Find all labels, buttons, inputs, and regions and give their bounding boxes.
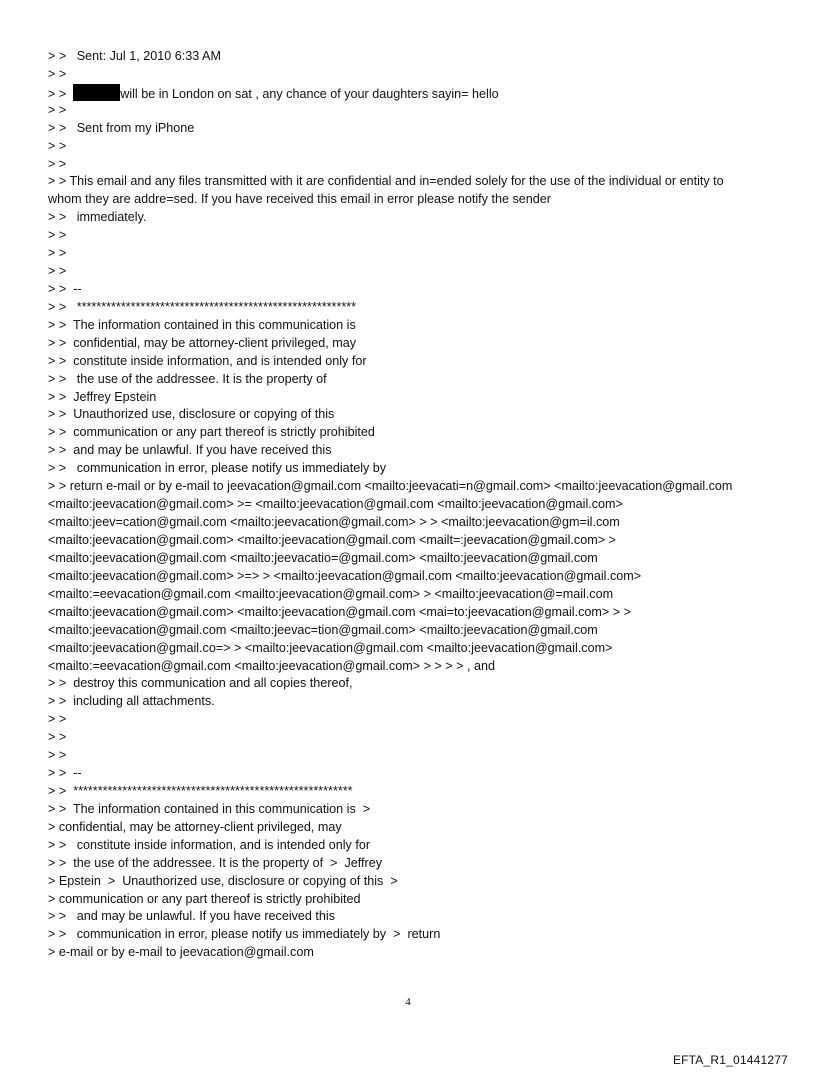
notice-line: > confidential, may be attorney-client privileged, may — [48, 819, 342, 834]
quote-marker-line: > > — [48, 102, 67, 117]
mailto-block: > > return e-mail or by e-mail to jeevacation@gmail.com <mailto:jeevacati=n@gmail.com> <mailto:jeevacation@gmail.com <mailto:jeevacation@gmail.com> >= <mailto:jeevacation@gmail.com <mailto:jeevacation@gmail.com> <mailto:jeev=cation@gmail.com <mailto:jeevacation@gmail.com> > > <mailto:jeevacation@gm=il.com <mailto:jeevacation@gmail.com> <mailto:jeevacation@gmail.com <mailt=:jeevacation@gmail.com> > <mailto:jeevacation@gmail.com <mailto:jeevacatio=@gmail.com> <mailto:jeevacation@gmail.com <mailto:jeevacation@gmail.com> >=> > <mailto:jeevacation@gmail.com <mailto:jeevacation@gmail.com> <mailto:=eevacation@gmail.com <mailto:jeevacation@gmail.com> > <mailto:jeevacation@=mail.com <mailto:jeevacation@gmail.com> <mailto:jeevacation@gmail.com <mai=to:jeevacation@gmail.com> > > <mailto:jeevacation@gmail.com <mailto:jeevac=tion@gmail.com> <mailto:jeevacation@gmail.com <mailto:jeevacation@gmail.co=> > <mailto:jeevacation@gmail.com <mailto:jeevacation@gmail.com> <mailto:=eevacation@gmail.com <mailto:jeevacation@gmail.com> > > > > , and — [48, 479, 733, 673]
confidentiality-notice-1-tail — [48, 675, 760, 711]
quote-marker-line: > > — [48, 228, 67, 243]
notice-line: > > communication in error, please notify us immediately by > return — [48, 927, 441, 942]
message-prefix: > > — [48, 86, 74, 101]
signature-dash-line: > > -- — [48, 282, 82, 297]
page-number: 4 — [405, 996, 411, 1008]
email-document — [48, 48, 760, 962]
quote-marker-line: > > — [48, 730, 67, 745]
notice-line: > > The information contained in this communication is > — [48, 801, 371, 816]
notice-line: > > including all attachments. — [48, 694, 215, 709]
quote-marker-line: > > — [48, 246, 67, 261]
document-id: EFTA_R1_01441277 — [672, 1053, 788, 1067]
quote-marker-line: > > — [48, 156, 67, 171]
disclaimer-paragraph: > > This email and any files transmitted with it are confidential and in=ended solely for the use of the individual or entity to whom they are addre=sed. If you have received this email in error please notify the sender — [48, 174, 724, 207]
redaction-box — [73, 84, 120, 101]
confidentiality-notice-2 — [48, 801, 760, 962]
quote-marker-line: > > — [48, 712, 67, 727]
quote-marker-line: > > — [48, 138, 67, 153]
notice-line: > > and may be unlawful. If you have received this — [48, 443, 332, 458]
notice-line: > > Jeffrey Epstein — [48, 389, 157, 404]
signature-dash-line: > > -- — [48, 766, 82, 781]
notice-line: > > the use of the addressee. It is the property of — [48, 371, 327, 386]
sent-line: > > Sent: Jul 1, 2010 6:33 AM — [48, 49, 221, 63]
message-text: will be in London on sat , any chance of your daughters sayin= hello — [120, 86, 499, 101]
notice-line: > e-mail or by e-mail to jeevacation@gmail.com — [48, 945, 314, 960]
stars-separator: > > ********************************************************* — [48, 784, 353, 798]
notice-line: > > Unauthorized use, disclosure or copying of this — [48, 407, 335, 422]
message-line — [48, 84, 760, 102]
notice-line: > > constitute inside information, and is intended only for — [48, 353, 367, 368]
notice-line: > communication or any part thereof is strictly prohibited — [48, 891, 361, 906]
quote-marker-line: > > — [48, 66, 67, 81]
disclaimer-end-line: > > immediately. — [48, 210, 147, 225]
notice-line: > Epstein > Unauthorized use, disclosure or copying of this > — [48, 873, 398, 888]
quote-marker-line: > > — [48, 748, 67, 763]
notice-line: > > communication in error, please notify us immediately by — [48, 461, 387, 476]
notice-line: > > constitute inside information, and is intended only for — [48, 837, 371, 852]
stars-separator: > > ********************************************************* — [48, 299, 357, 314]
notice-line: > > confidential, may be attorney-client privileged, may — [48, 335, 357, 350]
notice-line: > > The information contained in this communication is — [48, 317, 356, 332]
quote-marker-line: > > — [48, 264, 67, 279]
sent-from-line: > > Sent from my iPhone — [48, 120, 195, 135]
notice-line: > > destroy this communication and all copies thereof, — [48, 676, 353, 691]
notice-line: > > the use of the addressee. It is the property of > Jeffrey — [48, 855, 383, 870]
notice-line: > > and may be unlawful. If you have received this — [48, 909, 336, 924]
notice-line: > > communication or any part thereof is strictly prohibited — [48, 425, 375, 440]
confidentiality-notice-1 — [48, 317, 760, 478]
